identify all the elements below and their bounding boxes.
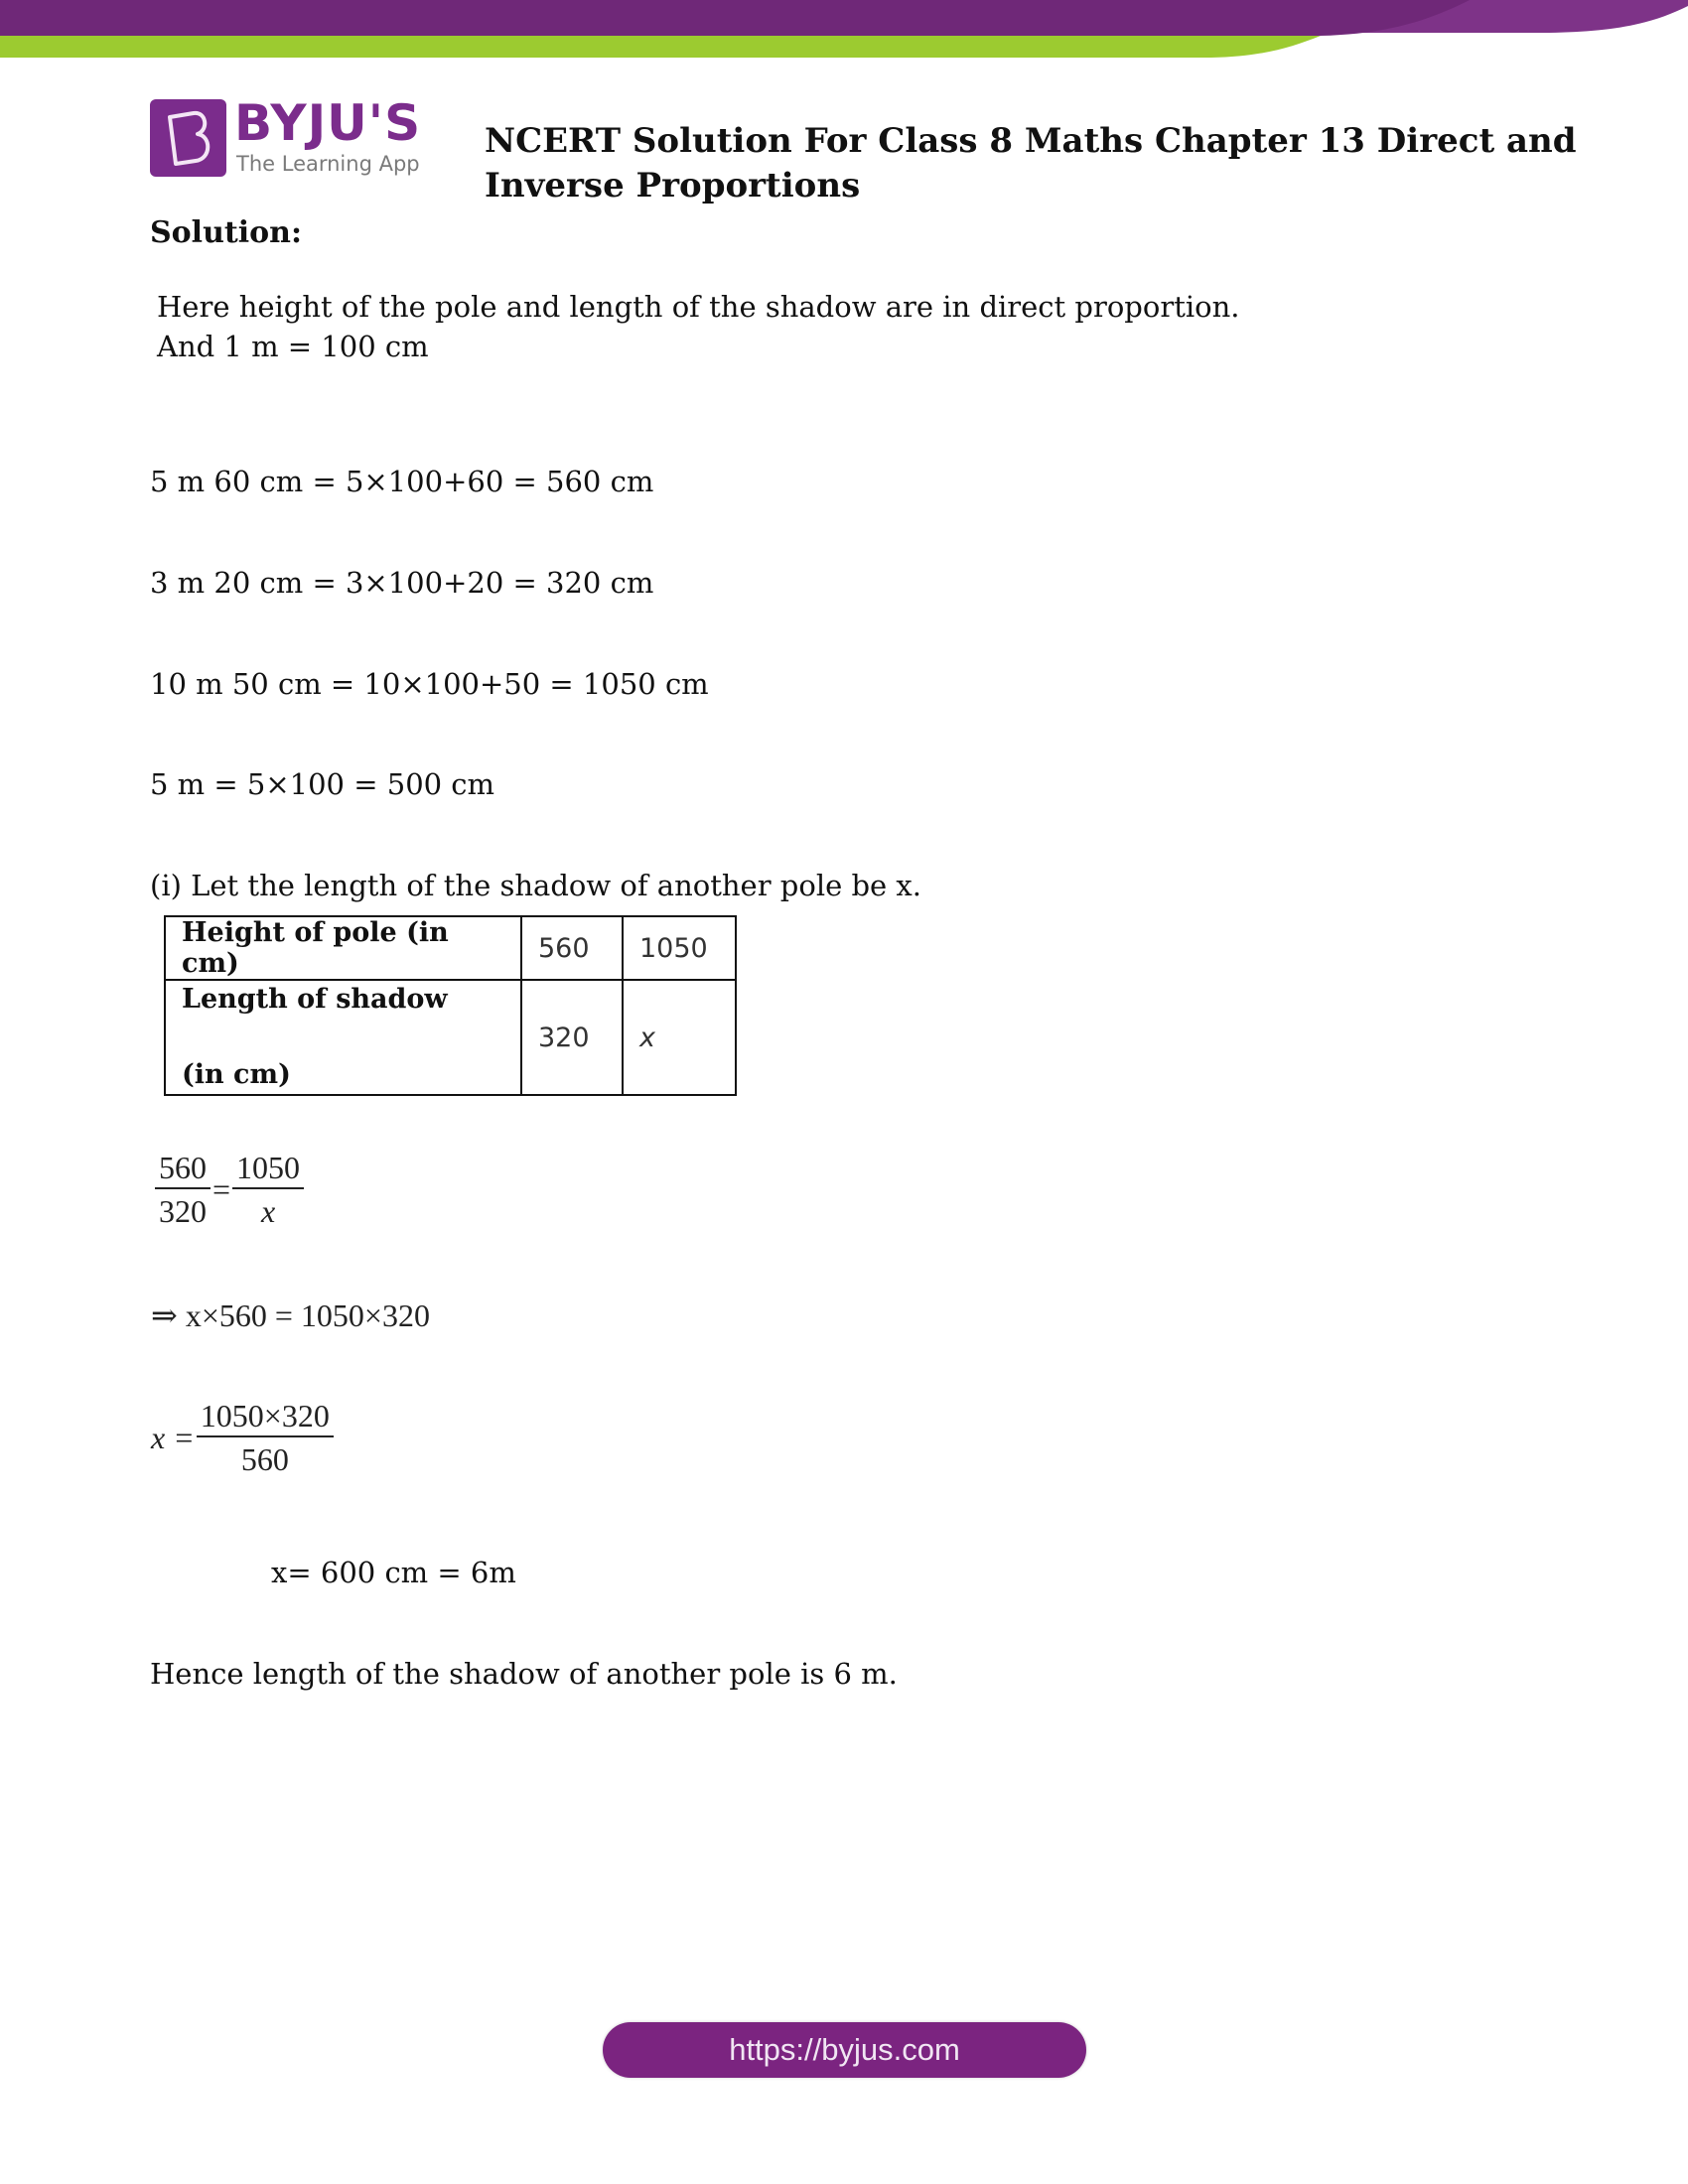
- byjus-logo-icon: [150, 99, 226, 177]
- conclusion: Hence length of the shadow of another pole is 6 m.: [150, 1657, 898, 1691]
- intro-line-2: And 1 m = 100 cm: [157, 330, 429, 363]
- conversion-1: 5 m 60 cm = 5×100+60 = 560 cm: [150, 465, 654, 498]
- implies-arrow-icon: ⇒: [151, 1297, 178, 1333]
- part-i-statement: (i) Let the length of the shadow of another pole be x.: [150, 869, 921, 902]
- table-cell: 320: [521, 980, 623, 1095]
- footer-url-link[interactable]: [603, 2022, 1086, 2078]
- equation-lhs: x =: [151, 1419, 195, 1455]
- table-row: [165, 916, 736, 980]
- equation-solve-x: [151, 1398, 332, 1477]
- table-row: [165, 980, 736, 1095]
- intro-line-1: Here height of the pole and length of the shadow are in direct proportion.: [157, 290, 1240, 324]
- row-label-shadow-line1: Length of shadow: [182, 984, 448, 1015]
- denominator: 560: [197, 1435, 334, 1477]
- document-title: NCERT Solution For Class 8 Maths Chapter 13 Direct and Inverse Proportions: [485, 121, 1577, 205]
- numerator: 1050×320: [200, 1398, 330, 1433]
- row-label-shadow-line2: (in cm): [182, 1059, 291, 1090]
- conversion-2: 3 m 20 cm = 3×100+20 = 320 cm: [150, 566, 654, 600]
- proportion-table: [164, 915, 737, 1096]
- conversion-3: 10 m 50 cm = 10×100+50 = 1050 cm: [150, 667, 709, 701]
- row-label-height: Height of pole (in cm): [165, 916, 521, 980]
- equation-ratio: [157, 1150, 302, 1229]
- equals-sign: =: [212, 1170, 231, 1207]
- table-cell: 560: [521, 916, 623, 980]
- header-band: [0, 0, 1688, 60]
- table-cell: 1050: [623, 916, 736, 980]
- logo-wordmark: BYJU'S: [234, 94, 422, 152]
- conversion-4: 5 m = 5×100 = 500 cm: [150, 767, 495, 801]
- solution-heading: Solution:: [150, 215, 303, 250]
- fraction: [199, 1398, 332, 1477]
- result-line: x= 600 cm = 6m: [271, 1556, 516, 1589]
- equation-cross-multiply: [151, 1297, 430, 1334]
- denominator: x: [232, 1187, 304, 1229]
- fraction-lhs: [157, 1150, 209, 1229]
- numerator: 1050: [236, 1150, 301, 1185]
- table-cell-unknown: x: [623, 980, 736, 1095]
- equation-text: x×560 = 1050×320: [185, 1297, 430, 1333]
- fraction-rhs: [234, 1150, 302, 1229]
- footer-url-text: https://byjus.com: [729, 2032, 960, 2067]
- row-label-shadow: [165, 980, 521, 1095]
- logo-tagline: The Learning App: [236, 152, 420, 176]
- numerator: 560: [159, 1150, 207, 1185]
- denominator: 320: [155, 1187, 211, 1229]
